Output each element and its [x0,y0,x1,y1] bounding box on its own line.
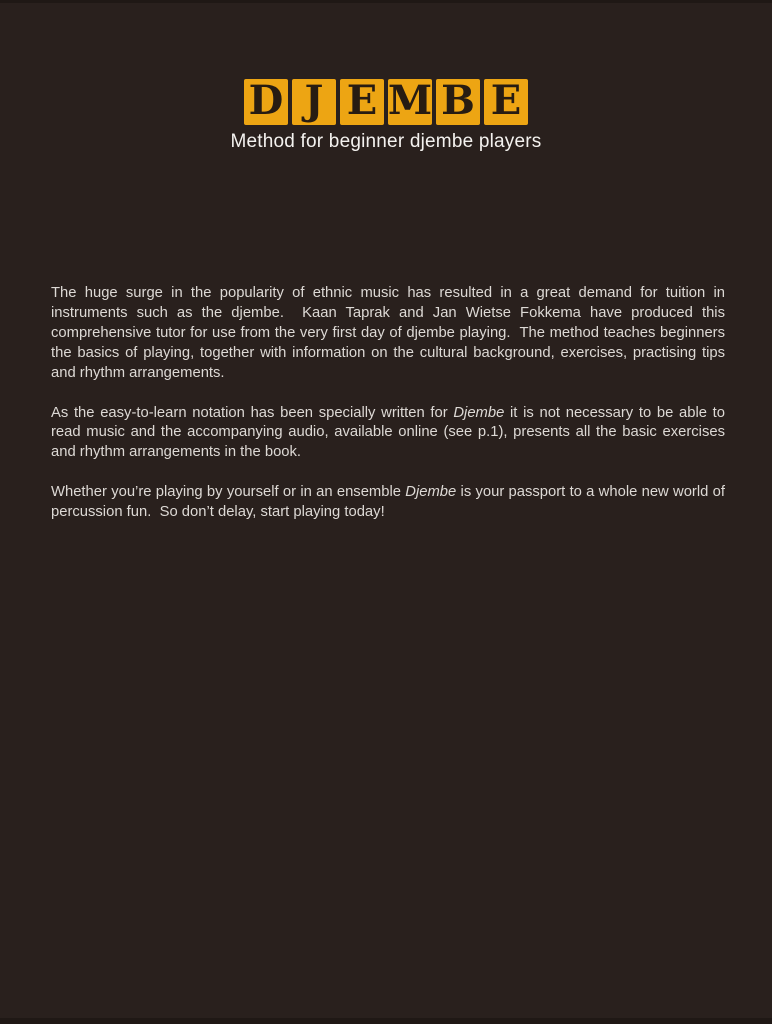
top-edge-shadow [0,0,772,3]
logo-tile-b [436,79,480,125]
paragraph-text: The huge surge in the popularity of ethnic music has resulted in a great demand for tuition in instruments such as the djembe. Kaan Taprak and Jan Wietse Fokkema have produced this comprehensive tutor for use from the very first day of djembe playing. The method teaches beginners the basics of playing, together with information on the cultural background, exercises, practising tips and rhythm arrangements. [51,285,730,381]
paragraph-closing [51,483,730,523]
paragraph-text: As the easy-to-learn notation has been specially written for [51,404,454,421]
djembe-title-ref: Djembe [453,404,505,421]
logo-tile-m [388,79,432,125]
logo-letter: E [346,79,378,124]
paragraph-notation [51,404,730,464]
paragraph-text: Whether you’re playing by yourself or in an ensemble [51,484,406,501]
logo-letter: D [248,79,284,124]
paragraph-intro [51,284,730,384]
body-copy [51,284,730,543]
logo-tile-j [292,79,336,125]
logo-letter: J [304,79,324,124]
paragraph-text: it is not necessary to be able to read music and the accompanying audio, available online (see p.1), presents all the basic exercises and rhythm arrangements in the book. [51,404,730,461]
logo-tile-d [244,79,288,125]
logo-letter: E [490,79,522,124]
logo-tile-e2 [484,79,528,125]
djembe-title-ref: Djembe [405,484,457,501]
djembe-logo [0,79,772,125]
logo-tile-e1 [340,79,384,125]
bottom-edge-shadow [0,1018,772,1024]
logo-letter: M [388,79,432,124]
paragraph-text: is your passport to a whole new world of percussion fun. So don’t delay, start playing today! [51,484,730,521]
logo-letter: B [441,79,475,124]
logo-subtitle: Method for beginner djembe players [230,131,542,152]
